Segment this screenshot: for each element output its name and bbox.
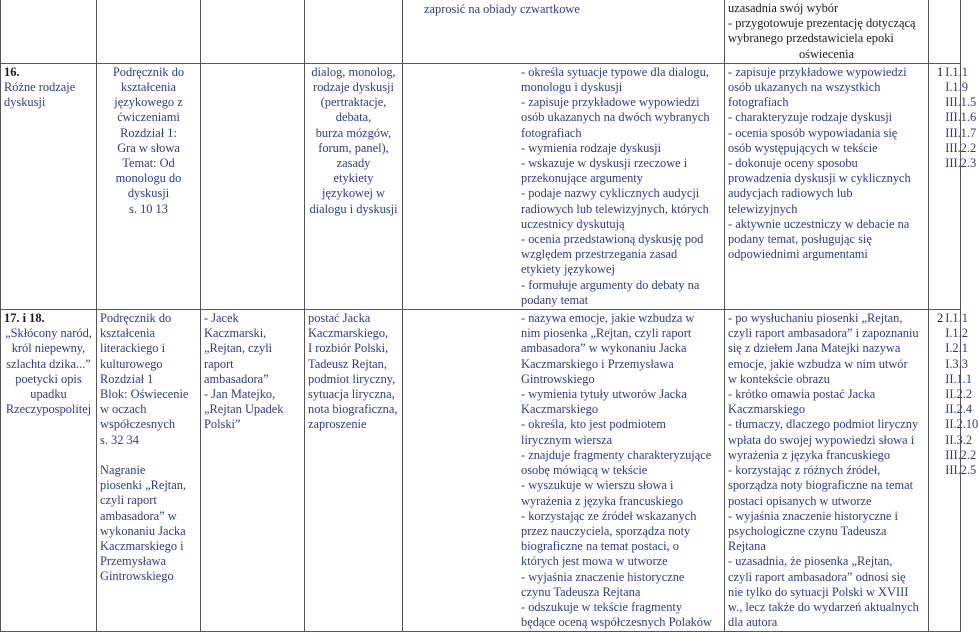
- skill-line: będące oceną współczesnych Polaków: [521, 615, 712, 630]
- results-line: oświecenia: [798, 46, 855, 61]
- concept-line: Tadeusz Rejtan,: [308, 356, 387, 371]
- cell-materials: [97, 63, 201, 309]
- skill-line: radiowych lub telewizyjnych, których: [521, 201, 709, 216]
- code-line: III.1.6: [945, 110, 977, 125]
- materials-line: Przemysława: [100, 554, 167, 569]
- materials-line: wykonaniu Jacka: [100, 523, 186, 538]
- materials-line: ambasadora” w: [100, 508, 177, 523]
- skill-line: czynu Tadeusza Rejtana: [521, 584, 641, 599]
- code-line: III.2.2: [945, 447, 977, 462]
- text-line: - Jacek: [204, 311, 239, 326]
- concept-line: etykiety językowej w: [322, 171, 385, 201]
- materials-line: Nagranie: [100, 462, 146, 477]
- code-line: II.2.10: [945, 417, 978, 432]
- result-line: w kontekście obrazu: [728, 371, 830, 386]
- concept-line: nota biograficzna,: [308, 402, 398, 417]
- concept-line: rodzaje dyskusji: [313, 80, 394, 95]
- result-line: - ocenia sposób wypowiadania się: [728, 125, 898, 140]
- materials-line: Rozdział 1:: [120, 125, 177, 140]
- concept-line: dialog, monolog,: [311, 64, 396, 79]
- lesson-title-line: dyskusji: [4, 95, 46, 110]
- concept-line: burza mózgów,: [315, 125, 392, 140]
- continuation-text: zaprosić na obiady czwartkowe: [424, 2, 580, 16]
- result-line: - zapisuje przykładowe wypowiedzi: [728, 64, 907, 79]
- results-line: wybranego przedstawiciela epoki: [728, 31, 894, 46]
- materials-line: Gra w słowa: [117, 140, 180, 155]
- results-line: uzasadnia swój wybór: [728, 1, 839, 15]
- code-line: I.1.1: [945, 64, 968, 79]
- hours-value: 2: [937, 311, 944, 326]
- cell-lesson: [1, 0, 97, 63]
- cell-texts: [201, 310, 305, 632]
- skill-line: - nazywa emocje, jakie wzbudza w: [521, 311, 695, 326]
- skill-line: przekonujące argumenty: [521, 171, 643, 186]
- result-line: postaci opisanych w utworze: [728, 493, 872, 508]
- text-line: „Rejtan, czyli: [204, 341, 273, 356]
- materials-line: czyli raport: [100, 493, 157, 508]
- code-line: III.1.5: [945, 95, 977, 110]
- concept-line: postać Jacka: [308, 311, 371, 326]
- code-line: I.3.3: [945, 356, 968, 371]
- result-line: czyli raport ambasadora” i zapoznaniu: [728, 326, 919, 341]
- skill-line: nim piosenka „Rejtan, czyli raport: [521, 326, 692, 341]
- skill-line: - określa, kto jest podmiotem: [521, 417, 666, 432]
- cell-hours-codes: [929, 310, 978, 632]
- result-line: wpłata do swojej wypowiedzi słowa i: [728, 432, 915, 447]
- materials-line: Gintrowskiego: [100, 569, 174, 584]
- skill-line: osób ukazanych na dwóch wybranych: [521, 110, 710, 125]
- materials-line: monologu do: [115, 171, 182, 186]
- result-line: - korzystając z różnych źródeł,: [728, 463, 881, 478]
- cell-lesson: [1, 63, 97, 309]
- lesson-title-line: upadku: [30, 387, 67, 402]
- skill-line: przez nauczyciela, sporządza noty: [521, 523, 691, 538]
- table-row-lesson-17-18: [1, 310, 961, 632]
- cell-results: [725, 63, 929, 309]
- skill-line: - wymienia rodzaje dyskusji: [521, 140, 662, 155]
- result-line: nie tylko do sytuacji Polski w XVIII: [728, 584, 909, 599]
- result-line: - po wysłuchaniu piosenki „Rejtan,: [728, 311, 903, 326]
- skill-line: wyrażenia z języka francuskiego: [521, 493, 684, 508]
- skill-line: - korzystając ze źródeł wskazanych: [521, 508, 697, 523]
- skill-line: - ocenia przedstawioną dyskusję pod: [521, 232, 704, 247]
- concept-line: dialogu i dyskusji: [309, 201, 398, 216]
- text-line: raport ambasadora”: [204, 356, 269, 386]
- cell-skills: [403, 310, 725, 632]
- lesson-title-line: Różne rodzaje: [4, 80, 76, 95]
- materials-line: kształcenia: [120, 80, 177, 95]
- cell-results: [725, 0, 929, 63]
- skill-line: ambasadora” w wykonaniu Jacka: [521, 341, 687, 356]
- code-line: I.2.1: [945, 341, 968, 356]
- result-line: fotografiach: [728, 95, 789, 110]
- spacer: [100, 448, 197, 463]
- skill-line: - wyszukuje w wierszu słowa i: [521, 478, 674, 493]
- materials-line: ćwiczeniami: [117, 110, 180, 125]
- skill-line: których jest mowa w utworze: [521, 554, 668, 569]
- hours-value: 1: [937, 64, 944, 79]
- cell-concepts: [305, 63, 403, 309]
- concept-line: zaproszenie: [308, 417, 367, 432]
- result-line: Rejtana: [728, 539, 766, 554]
- result-line: - tłumaczy, dlaczego podmiot liryczny: [728, 417, 919, 432]
- materials-line: w oczach: [100, 402, 147, 417]
- result-line: prowadzenia dyskusji w cyklicznych: [728, 171, 911, 186]
- skill-line: - wymienia tytuły utworów Jacka: [521, 387, 687, 402]
- skill-line: podany temat: [521, 292, 589, 307]
- result-line: podany temat, posługując się: [728, 232, 872, 247]
- code-line: II.1.1: [945, 371, 973, 386]
- result-line: - charakteryzuje rodzaje dyskusji: [728, 110, 893, 125]
- text-line: Kaczmarski,: [204, 326, 267, 341]
- lesson-number: 17. i 18.: [4, 311, 45, 326]
- concept-line: sytuacja liryczna,: [308, 387, 395, 402]
- skill-line: Gintrowskiego: [521, 371, 595, 386]
- result-line: osób występujących w tekście: [728, 140, 878, 155]
- lesson-number: 16.: [4, 64, 20, 79]
- cell-lesson: [1, 310, 97, 632]
- skill-line: osobę mówiącą w tekście: [521, 463, 648, 478]
- result-line: osób ukazanych na wszystkich: [728, 80, 881, 95]
- skill-line: - określa sytuacje typowe dla dialogu,: [521, 64, 709, 79]
- result-line: telewizyjnych: [728, 201, 798, 216]
- materials-line: Rozdział 1: [100, 371, 154, 386]
- skill-line: biograficzne na temat postaci, o: [521, 539, 679, 554]
- skill-line: monologu i dyskusji: [521, 80, 623, 95]
- code-line: III.2.5: [945, 463, 977, 478]
- concept-line: Kaczmarskiego,: [308, 326, 389, 341]
- cell-skills: [403, 63, 725, 309]
- skill-line: - podaje nazwy cyklicznych audycji: [521, 186, 700, 201]
- materials-line: Kaczmarskiego i: [100, 538, 184, 553]
- materials-line: Podręcznik do: [112, 64, 185, 79]
- materials-line: kształcenia: [100, 326, 156, 341]
- result-line: - wyjaśnia znaczenie historyczne i: [728, 508, 898, 523]
- code-line: I.1.9: [945, 80, 968, 95]
- result-line: Kaczmarskiego: [728, 402, 806, 417]
- code-line: III.1.7: [945, 125, 977, 140]
- cell-concepts: [305, 0, 403, 63]
- cell-texts: [201, 0, 305, 63]
- lesson-title-line: szlachta dzika...”: [6, 356, 91, 371]
- cell-results: [725, 310, 929, 632]
- lesson-title-line: Rzeczypospolitej: [5, 402, 92, 417]
- skill-line: - formułuje argumenty do debaty na: [521, 277, 700, 292]
- materials-line: językowego z: [114, 95, 183, 110]
- concept-line: (pertraktacje, debata,: [320, 95, 387, 125]
- code-line: II.2.4: [945, 402, 973, 417]
- table-row-lesson-16: [1, 63, 961, 309]
- code-line: II.3.2: [945, 432, 973, 447]
- result-line: audycjach radiowych lub: [728, 186, 853, 201]
- cell-texts: [201, 63, 305, 309]
- text-line: - Jan Matejko,: [204, 387, 276, 402]
- skill-line: uczestnicy dyskutują: [521, 216, 625, 231]
- text-line: „Rejtan Upadek: [204, 402, 284, 417]
- result-line: czyli raport ambasadora” odnosi się: [728, 569, 906, 584]
- lesson-title-line: poetycki opis: [15, 371, 82, 386]
- cell-hours-codes: [929, 0, 961, 63]
- materials-line: piosenki „Rejtan,: [100, 478, 187, 493]
- result-line: odpowiednimi argumentami: [728, 247, 868, 262]
- cell-materials: [97, 0, 201, 63]
- result-line: wyrażenia z języka francuskiego: [728, 447, 891, 462]
- skill-line: względem przestrzegania zasad: [521, 247, 678, 262]
- result-line: emocje, jakie wzbudza w nim utwór: [728, 356, 908, 371]
- code-line: I.1.2: [945, 326, 968, 341]
- materials-line: Blok: Oświecenie: [100, 387, 189, 402]
- skill-line: lirycznym wiersza: [521, 432, 613, 447]
- materials-line: dyskusji: [127, 186, 170, 201]
- skill-line: - znajduje fragmenty charakteryzujące: [521, 447, 712, 462]
- skill-line: Kaczmarskiego i Przemysława: [521, 356, 674, 371]
- skill-line: - odszukuje w tekście fragmenty: [521, 599, 683, 614]
- results-line: - przygotowuje prezentację dotyczącą: [728, 16, 916, 31]
- result-line: - dokonuje oceny sposobu: [728, 156, 858, 171]
- lesson-title-line: król niepewny,: [11, 341, 86, 356]
- cell-hours-codes: [929, 63, 977, 309]
- concept-line: forum, panel), zasady: [318, 140, 389, 171]
- skill-line: etykiety językowej: [521, 262, 615, 277]
- skill-line: fotografiach: [521, 125, 582, 140]
- materials-line: literackiego i: [100, 341, 166, 356]
- result-line: psychologiczne czynu Tadeusza: [728, 523, 887, 538]
- result-line: dla autora: [728, 615, 778, 630]
- result-line: sporządza noty biograficzne na temat: [728, 478, 914, 493]
- materials-line: współczesnych: [100, 417, 176, 432]
- concept-line: I rozbiór Polski,: [308, 341, 389, 356]
- concept-line: podmiot liryczny,: [308, 371, 396, 386]
- result-line: - aktywnie uczestniczy w debacie na: [728, 216, 910, 231]
- skill-line: - wskazuje w dyskusji rzeczowe i: [521, 156, 688, 171]
- materials-line: Temat: Od: [122, 156, 175, 171]
- skill-line: - wyjaśnia znaczenie historyczne: [521, 569, 685, 584]
- result-line: w., lecz także do wydarzeń aktualnych: [728, 599, 919, 614]
- result-line: - krótko omawia postać Jacka: [728, 387, 876, 402]
- text-line: Polski”: [204, 417, 241, 432]
- cell-concepts: [305, 310, 403, 632]
- materials-line: s. 10 13: [129, 201, 168, 216]
- result-line: się z dziełem Jana Matejki nazywa: [728, 341, 901, 356]
- code-line: I.1.1: [945, 311, 968, 326]
- lesson-title-line: „Skłócony naród,: [5, 326, 92, 341]
- materials-line: kulturowego: [100, 356, 163, 371]
- result-line: - uzasadnia, że piosenka „Rejtan,: [728, 554, 893, 569]
- materials-line: s. 32 34: [100, 432, 139, 447]
- skill-line: - zapisuje przykładowe wypowiedzi: [521, 95, 700, 110]
- code-line: III.2.3: [945, 156, 977, 171]
- cell-materials: [97, 310, 201, 632]
- code-line: III.2.2: [945, 140, 977, 155]
- skill-line: Kaczmarskiego: [521, 402, 599, 417]
- code-line: II.2.2: [945, 387, 973, 402]
- materials-line: Podręcznik do: [100, 311, 172, 326]
